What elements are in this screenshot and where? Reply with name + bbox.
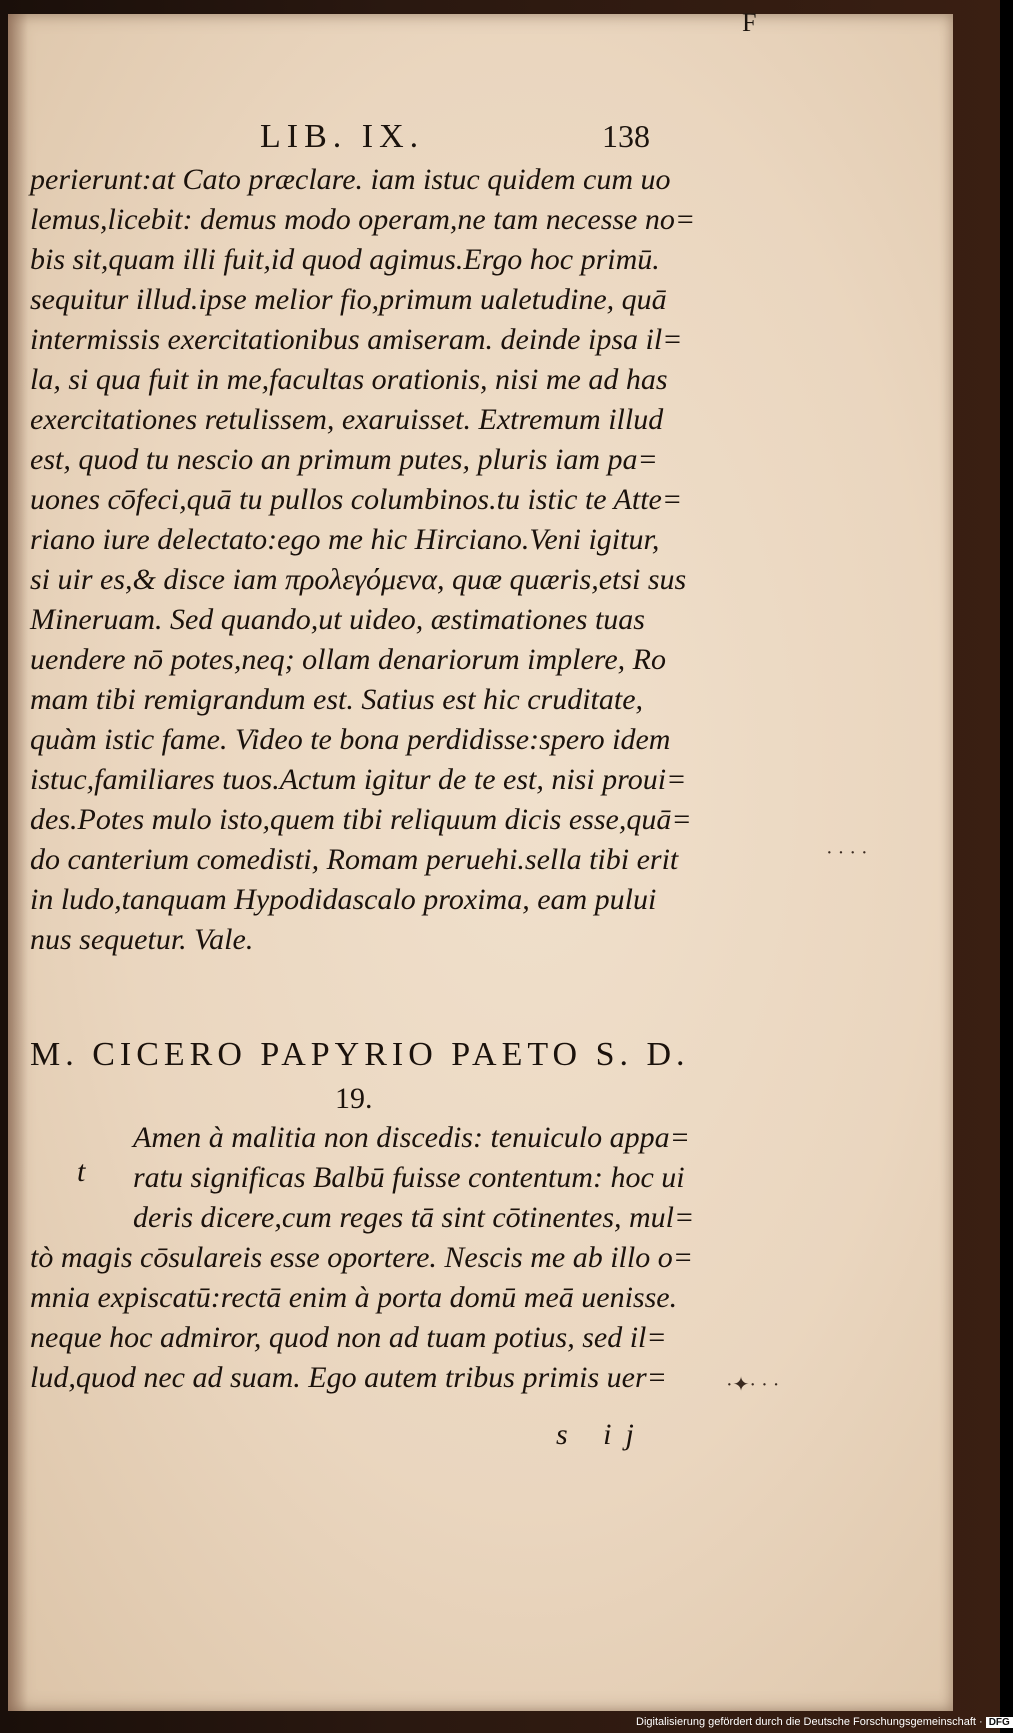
text-line: quàm istic fame. Video te bona perdidisse:spero idem <box>30 723 671 756</box>
text-line: Amen à malitia non discedis: tenuiculo appa= <box>133 1121 690 1154</box>
text-line: deris dicere,cum reges tā sint cōtinentes, mul= <box>133 1201 695 1234</box>
text-line: est, quod tu nescio an primum putes, pluris iam pa= <box>30 443 658 476</box>
letter-2-body <box>30 1118 695 1398</box>
running-title: LIB. IX. <box>260 118 425 155</box>
text-line: lud,quod nec ad suam. Ego autem tribus primis uer= <box>30 1361 667 1394</box>
text-line: uones cōfeci,quā tu pullos columbinos.tu istic te Atte= <box>30 483 683 516</box>
show-through-specks: · · · · <box>826 842 868 864</box>
text-line: lemus,licebit: demus modo operam,ne tam necesse no= <box>30 203 696 236</box>
text-line: uendere nō potes,neq; ollam denariorum implere, Ro <box>30 643 666 676</box>
text-line: sequitur illud.ipse melior fio,primum ualetudine, quā <box>30 283 667 316</box>
corner-mark: F <box>742 8 757 37</box>
show-through-specks: ·✦· · · <box>726 1374 780 1396</box>
text-line: ratu significas Balbū fuisse contentum: hoc ui <box>133 1161 685 1194</box>
text-line: Mineruam. Sed quando,ut uideo, æstimationes tuas <box>30 603 645 636</box>
text-line: exercitationes retulissem, exaruisset. Extremum illud <box>30 403 664 436</box>
text-line: perierunt:at Cato præclare. iam istuc quidem cum uo <box>30 163 671 196</box>
text-line: in ludo,tanquam Hypodidascalo proxima, eam pului <box>30 883 657 916</box>
text-line: riano iure delectato:ego me hic Hirciano.Veni igitur, <box>30 523 660 556</box>
digitization-credit <box>636 1716 1013 1728</box>
text-line: mam tibi remigrandum est. Satius est hic cruditate, <box>30 683 644 716</box>
page-gutter-shadow <box>8 14 28 1711</box>
text-line: nus sequetur. Vale. <box>30 923 254 956</box>
text-line: la, si qua fuit in me,facultas orationis, nisi me ad has <box>30 363 668 396</box>
text-line: intermissis exercitationibus amiseram. deinde ipsa il= <box>30 323 683 356</box>
letter-1-body <box>30 160 696 960</box>
text-line: tò magis cōsulareis esse oportere. Nescis me ab illo o= <box>30 1241 693 1274</box>
text-line: neque hoc admiror, quod non ad tuam potius, sed il= <box>30 1321 667 1354</box>
text-line: istuc,familiares tuos.Actum igitur de te est, nisi proui= <box>30 763 687 796</box>
letter-number: 19. <box>335 1082 373 1115</box>
dfg-logo: DFG <box>986 1717 1013 1728</box>
credit-text: Digitalisierung gefördert durch die Deutsche Forschungsgemeinschaft · <box>636 1716 983 1728</box>
letter-salutation: M. CICERO PAPYRIO PAETO S. D. <box>30 1036 690 1073</box>
text-line: des.Potes mulo isto,quem tibi reliquum dicis esse,quā= <box>30 803 692 836</box>
text-line: bis sit,quam illi fuit,id quod agimus.Ergo hoc primū. <box>30 243 660 276</box>
text-line: si uir es,& disce iam προλεγόμενα, quæ quæris,etsi sus <box>30 563 687 596</box>
text-line: do canterium comedisti, Romam peruehi.sella tibi erit <box>30 843 679 876</box>
folio-number: 138 <box>602 118 650 154</box>
signature-mark: s ij <box>556 1418 648 1451</box>
text-line: mnia expiscatū:rectā enim à porta domū meā uenisse. <box>30 1281 678 1314</box>
margin-mark: t <box>77 1155 86 1188</box>
